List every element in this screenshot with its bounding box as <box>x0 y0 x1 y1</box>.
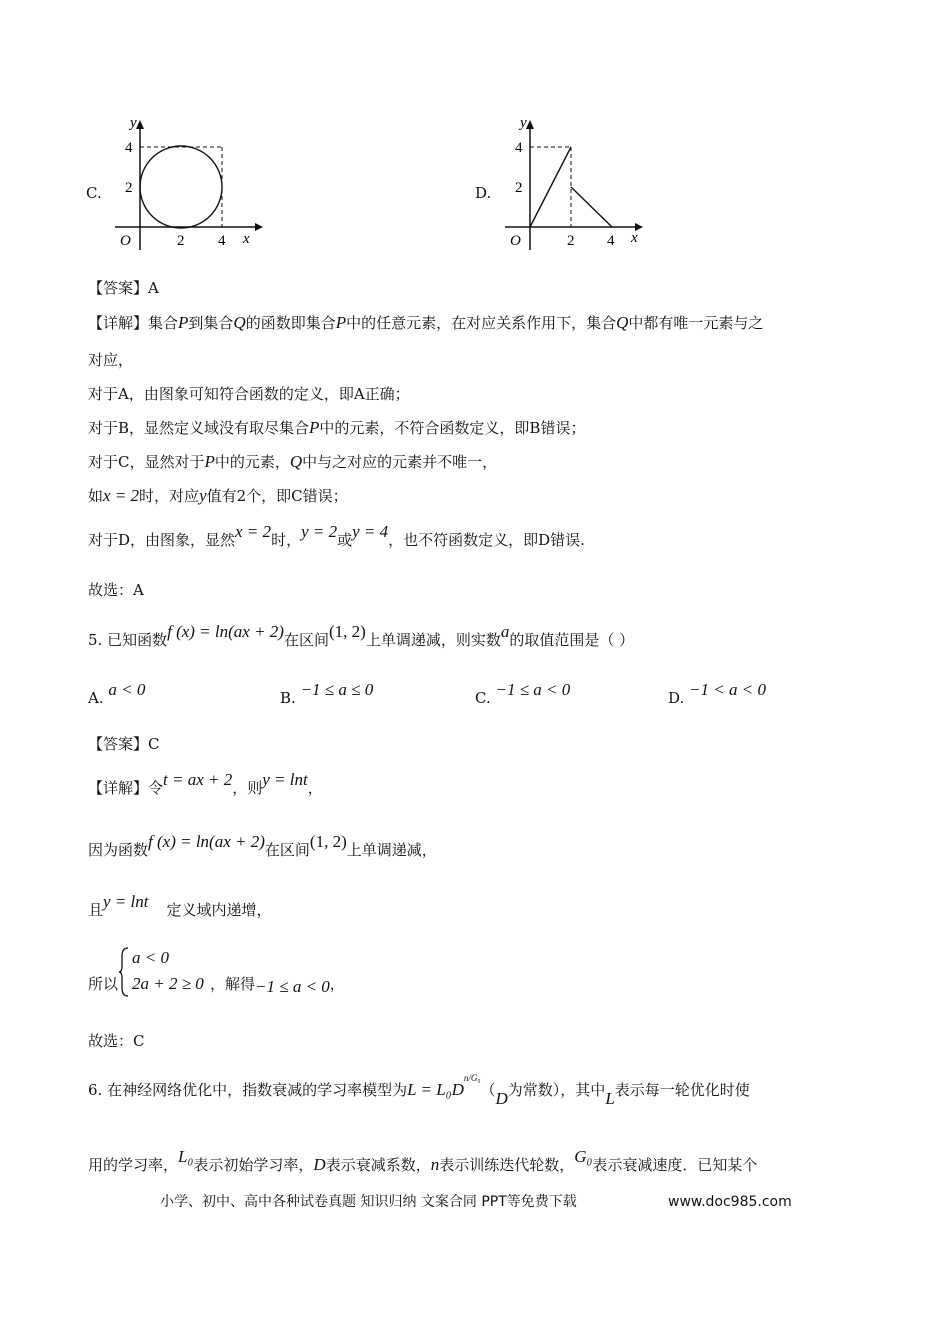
q4-conclusion: 故选：A <box>88 581 144 599</box>
q6-stem-line-2: 用的学习率，L₀表示初始学习率，D表示衰减系数，n表示训练迭代轮数，G₀表示衰减速度．已知某个 <box>88 1147 758 1174</box>
y-axis-label: y <box>520 115 527 131</box>
q5-option-c[interactable]: C. −1 ≤ a < 0 <box>475 680 571 707</box>
y-axis-label: y <box>130 115 137 131</box>
footer-url[interactable]: www.doc985.com <box>668 1194 792 1210</box>
graph-c-figure <box>110 115 270 260</box>
x-tick-4: 4 <box>218 233 226 249</box>
q4-line-c: 对于C，显然对于P中的元素，Q中与之对应的元素并不唯一， <box>88 452 498 471</box>
brace-icon <box>118 946 130 998</box>
q5-sol-line-2: 因为函数f (x) = ln(ax + 2)在区间(1, 2)上单调递减， <box>88 832 437 859</box>
x-axis-label: x <box>631 230 638 246</box>
q5-option-b[interactable]: B. −1 ≤ a ≤ 0 <box>280 680 374 707</box>
q5-conclusion: 故选：C <box>88 1032 145 1050</box>
q6-stem-line-1: 6. 在神经网络优化中，指数衰减的学习率模型为$L = L_0D^{n/G_0}(D$为常数），其中L表示每一轮优化时使 <box>88 1073 750 1108</box>
origin-label: O <box>120 233 131 249</box>
y-tick-4: 4 <box>125 140 133 156</box>
q4-detail-line-2: 对应， <box>88 351 134 369</box>
q5-sol-result: ，解得−1 ≤ a < 0， <box>210 975 345 996</box>
x-axis-label: x <box>243 231 250 247</box>
x-tick-2: 2 <box>177 233 185 249</box>
q5-option-d[interactable]: D. −1 < a < 0 <box>668 680 766 707</box>
y-tick-4: 4 <box>515 140 523 156</box>
q5-option-a[interactable]: A. a < 0 <box>88 680 146 707</box>
origin-label: O <box>510 233 521 249</box>
y-tick-2: 2 <box>515 180 523 196</box>
q5-system-line-1: a < 0 <box>132 948 169 967</box>
q4-line-d: 对于D，由图象，显然x = 2时，y = 2或y = 4，也不符函数定义，即D错误. <box>88 522 585 549</box>
q5-answer: 【答案】C <box>88 735 160 753</box>
option-c-label: C. <box>86 184 102 202</box>
y-tick-2: 2 <box>125 180 133 196</box>
q4-line-b: 对于B，显然定义域没有取尽集合P中的元素，不符合函数定义，即B错误； <box>88 418 586 437</box>
q5-sol-line-1: 【详解】令t = ax + 2，则y = lnt， <box>88 770 323 797</box>
q5-system-line-2: 2a + 2 ≥ 0 <box>132 974 204 993</box>
x-tick-4: 4 <box>607 233 615 249</box>
q5-sol-line-3: 且y = lnt 定义域内递增， <box>88 892 272 919</box>
footer-text: 小学、初中、高中各种试卷真题 知识归纳 文案合同 PPT等免费下载 <box>160 1194 577 1210</box>
q4-line-c-example: 如x = 2时，对应y值有2个，即C错误； <box>88 486 348 505</box>
graph-d-figure <box>500 115 660 260</box>
q4-line-a: 对于A，由图象可知符合函数的定义，即A正确； <box>88 385 410 403</box>
q4-answer: 【答案】A <box>88 279 159 297</box>
q4-detail-line-1: 【详解】集合P到集合Q的函数即集合P中的任意元素，在对应关系作用下，集合Q中都有唯一元素与之 <box>88 313 764 332</box>
option-d-label: D. <box>475 184 492 202</box>
x-tick-2: 2 <box>567 233 575 249</box>
q5-sol-so: 所以 <box>88 975 119 993</box>
q5-stem: 5. 已知函数f (x) = ln(ax + 2)在区间(1, 2)上单调递减，则实数a的取值范围是（ ） <box>88 622 635 649</box>
